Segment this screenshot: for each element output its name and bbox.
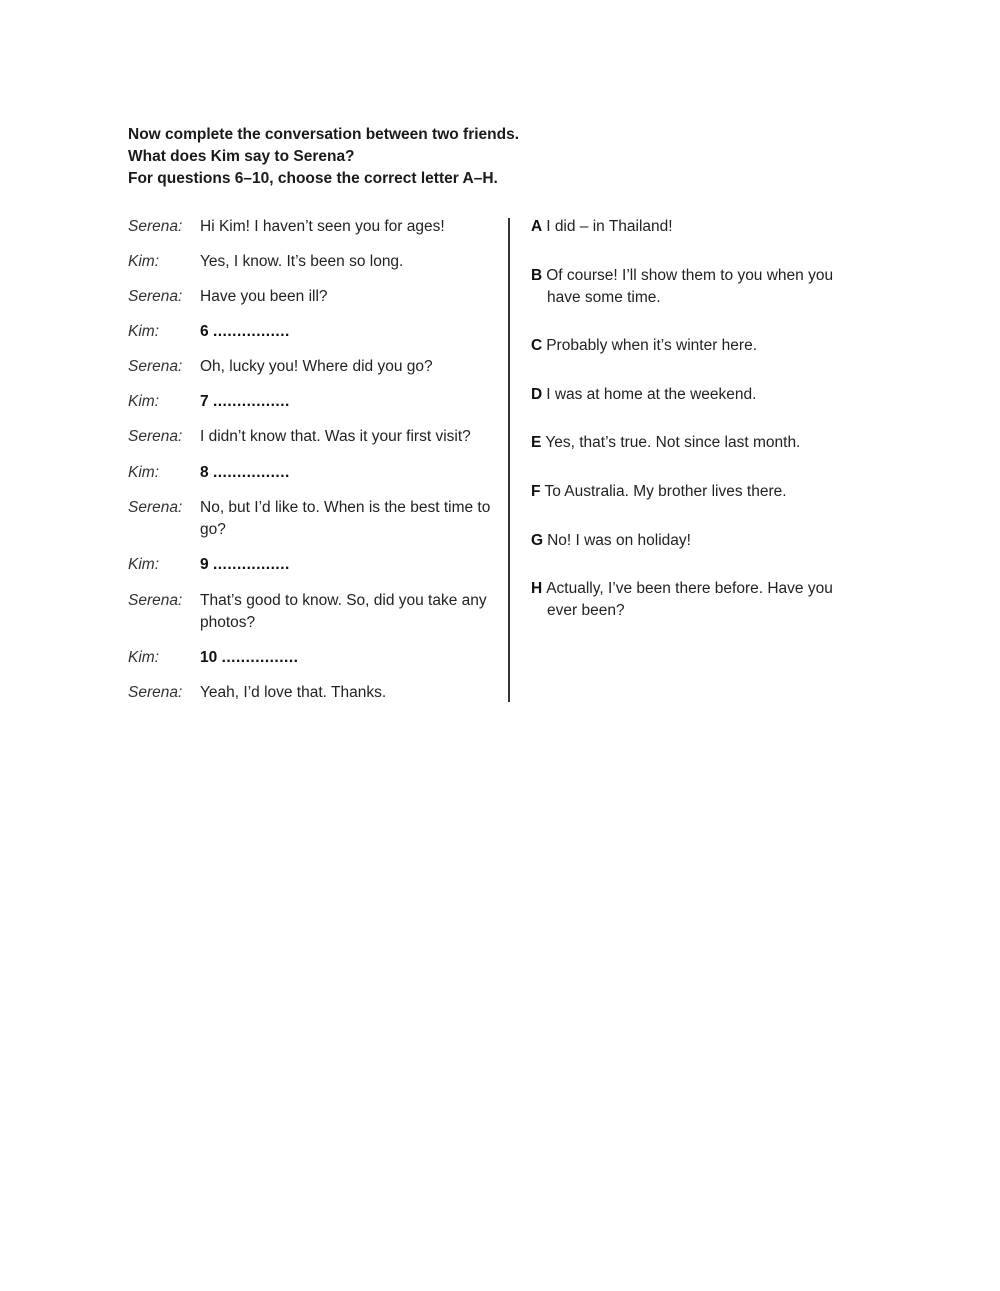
speaker-label: Serena: (128, 592, 183, 609)
speaker-label: Serena: (128, 428, 183, 445)
speaker-label: Kim: (128, 323, 159, 340)
utterance: Have you been ill? (200, 288, 328, 305)
speaker-label: Serena: (128, 218, 183, 235)
speaker-label: Kim: (128, 253, 159, 270)
speaker-label: Serena: (128, 358, 183, 375)
speaker-label: Kim: (128, 649, 159, 666)
option-text: Probably when it’s winter here. (546, 337, 757, 354)
option-letter: C (531, 337, 543, 354)
speaker-label: Kim: (128, 556, 159, 573)
blank-dots: ................ (212, 556, 290, 573)
utterance: Oh, lucky you! Where did you go? (200, 358, 433, 375)
question-number: 8 (200, 464, 209, 481)
instructions (128, 124, 688, 190)
utterance: Hi Kim! I haven’t seen you for ages! (200, 218, 445, 235)
utterance: No, but I’d like to. When is the best time to go? (200, 499, 491, 538)
column-divider (508, 218, 510, 702)
instruction-line-1: Now complete the conversation between two friends. (128, 126, 520, 143)
option-text-continued: have some time. (547, 289, 661, 306)
option-letter: D (531, 386, 543, 403)
option-h (531, 578, 861, 622)
option-c (531, 335, 861, 357)
utterance: Yes, I know. It’s been so long. (200, 253, 404, 270)
question-number: 7 (200, 393, 209, 410)
speaker-label: Kim: (128, 393, 159, 410)
option-text: Yes, that’s true. Not since last month. (545, 434, 801, 451)
option-g (531, 530, 861, 552)
instruction-line-3: For questions 6–10, choose the correct letter A–H. (128, 170, 498, 187)
option-text: I was at home at the weekend. (546, 386, 757, 403)
option-letter: B (531, 267, 543, 284)
option-text: No! I was on holiday! (547, 532, 691, 549)
answer-blank (200, 554, 496, 576)
option-e (531, 432, 861, 454)
utterance: Yeah, I’d love that. Thanks. (200, 684, 387, 701)
option-d (531, 384, 861, 406)
question-number: 6 (200, 323, 209, 340)
blank-dots: ................ (212, 323, 290, 340)
option-f (531, 481, 861, 503)
option-letter: A (531, 218, 543, 235)
answer-blank (200, 647, 496, 669)
speaker-label: Serena: (128, 684, 183, 701)
option-b (531, 265, 861, 309)
answer-blank (200, 391, 496, 413)
option-text: Of course! I’ll show them to you when you (546, 267, 834, 284)
option-letter: H (531, 580, 543, 597)
utterance: That’s good to know. So, did you take any photos? (200, 592, 487, 631)
option-text: To Australia. My brother lives there. (544, 483, 787, 500)
instruction-line-2: What does Kim say to Serena? (128, 148, 355, 165)
option-letter: F (531, 483, 541, 500)
question-number: 10 (200, 649, 218, 666)
option-a (531, 216, 861, 238)
option-letter: E (531, 434, 542, 451)
option-text: I did – in Thailand! (546, 218, 673, 235)
answer-blank (200, 462, 496, 484)
option-text: Actually, I’ve been there before. Have you (546, 580, 833, 597)
blank-dots: ................ (212, 464, 290, 481)
blank-dots: ................ (212, 393, 290, 410)
blank-dots: ................ (221, 649, 299, 666)
option-text-continued: ever been? (547, 602, 625, 619)
speaker-label: Serena: (128, 288, 183, 305)
speaker-label: Kim: (128, 464, 159, 481)
option-letter: G (531, 532, 544, 549)
speaker-label: Serena: (128, 499, 183, 516)
question-number: 9 (200, 556, 209, 573)
utterance: I didn’t know that. Was it your first visit? (200, 428, 471, 445)
answer-blank (200, 321, 496, 343)
